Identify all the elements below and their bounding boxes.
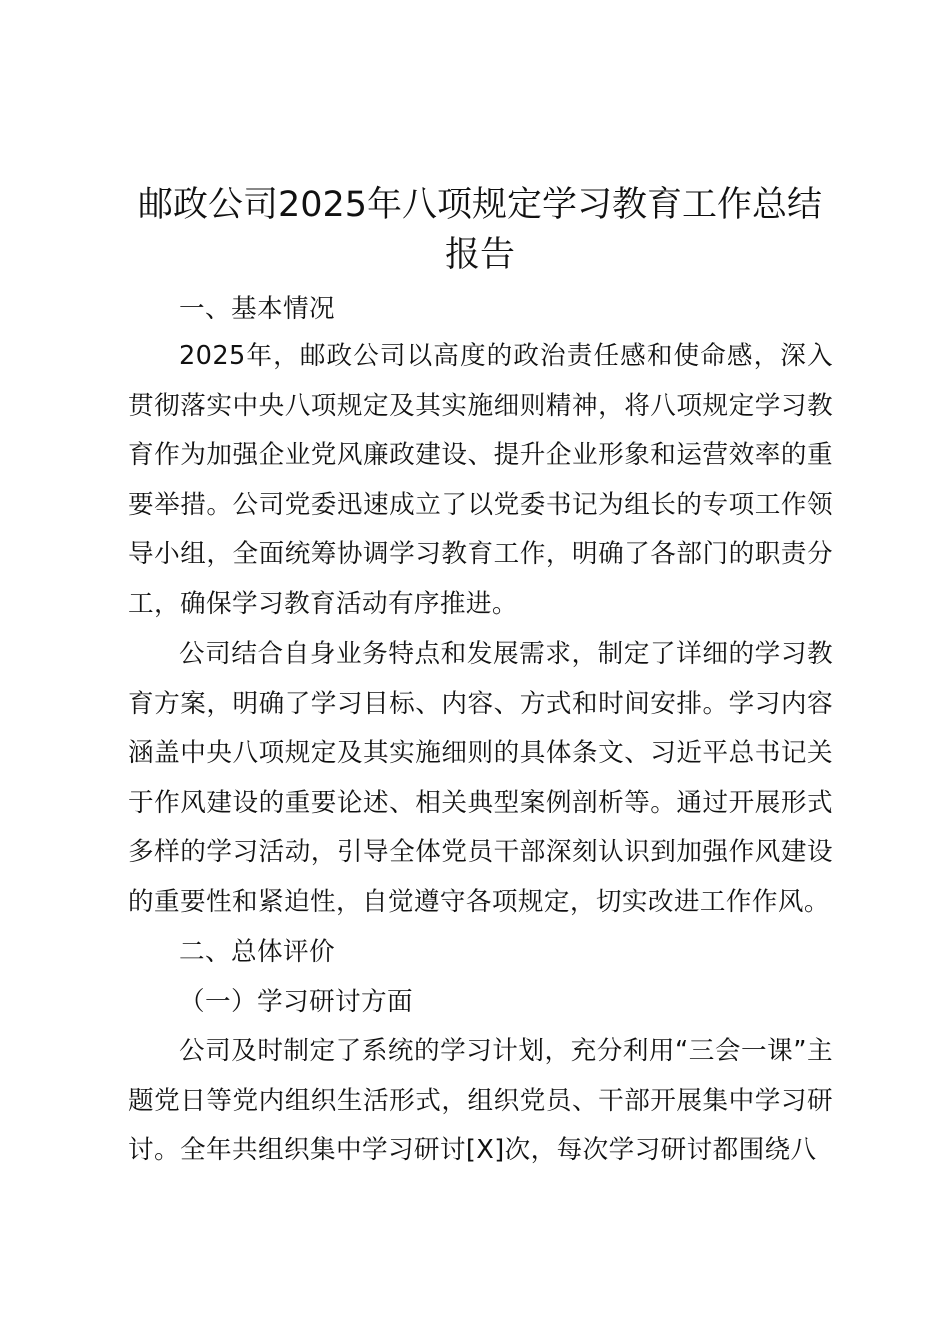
subsection-heading-study-discussion: （一）学习研讨方面: [179, 987, 413, 1017]
paragraph-basic-situation-2: 公司结合自身业务特点和发展需求，制定了详细的学习教育方案，明确了学习目标、内容、方式和时间安排。学习内容涵盖中央八项规定及其实施细则的具体条文、习近平总书记关于作风建设的重要论述、相关典型案例剖析等。通过开展形式多样的学习活动，引导全体党员干部深刻认识到加强作风建设的重要性和紧迫性，自觉遵守各项规定，切实改进工作作风。: [128, 639, 833, 917]
paragraph-basic-situation-1: 2025年，邮政公司以高度的政治责任感和使命感，深入贯彻落实中央八项规定及其实施细则精神，将八项规定学习教育作为加强企业党风廉政建设、提升企业形象和运营效率的重要举措。公司党委迅速成立了以党委书记为组长的专项工作领导小组，全面统筹协调学习教育工作，明确了各部门的职责分工，确保学习教育活动有序推进。: [128, 341, 833, 619]
section-heading-overall-evaluation: 二、总体评价: [179, 937, 335, 967]
document-title-line-1: 邮政公司2025年八项规定学习教育工作总结: [137, 185, 823, 225]
document-title-line-2: 报告: [444, 235, 515, 275]
document-title: [120, 180, 840, 280]
paragraph-study-discussion-1: 公司及时制定了系统的学习计划，充分利用“三会一课”主题党日等党内组织生活形式，组织党员、干部开展集中学习研讨。全年共组织集中学习研讨[X]次，每次学习研讨都围绕八: [128, 1036, 833, 1166]
section-heading-basic-situation: 一、基本情况: [179, 294, 335, 324]
